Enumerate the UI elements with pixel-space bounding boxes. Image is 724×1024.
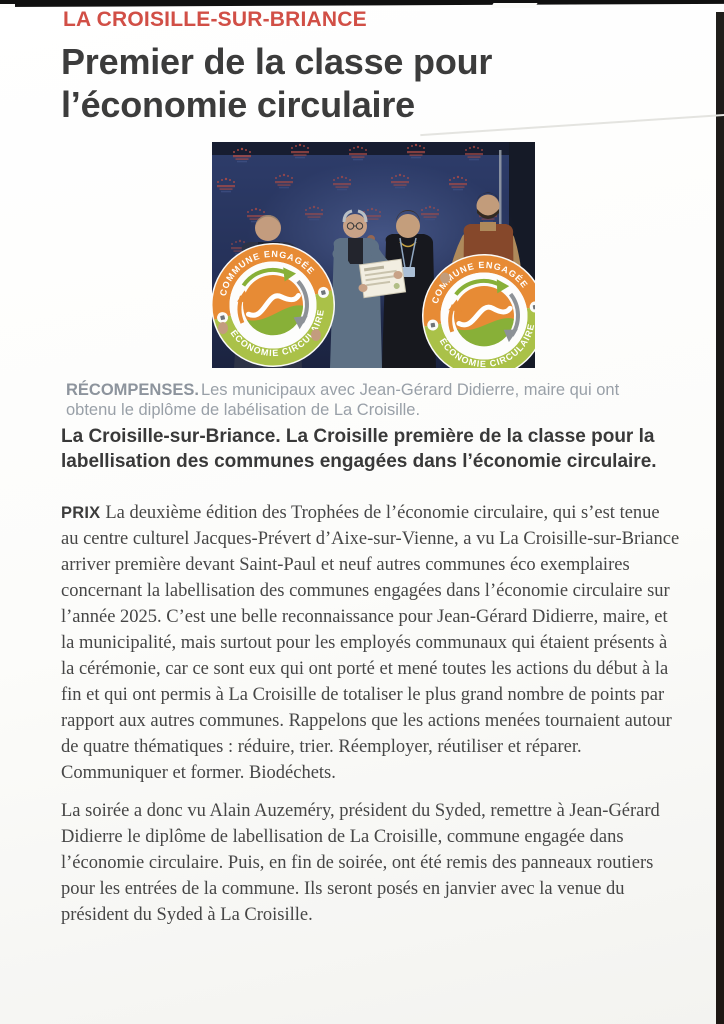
hand xyxy=(440,273,450,284)
hand xyxy=(218,322,228,334)
caption-label: RÉCOMPENSES. xyxy=(66,381,199,399)
photo-caption xyxy=(66,380,672,420)
section-kicker: LA CROISILLE-SUR-BRIANCE xyxy=(63,8,367,31)
paragraph-1-text: La deuxième édition des Trophées de l’économie circulaire, qui s’est tenue au centre culturel Jacques-Prévert d’Aixe-sur-Vienne, a vu La Croisille-sur-Briance arriver première devant Saint-Paul et neuf autres communes éco exemplaires concernant la labellisation des communes engagées dans l’économie circulaire sur l’année 2025. C’est une belle reconnaissance pour Jean-Gérard Didierre, maire, et la municipalité, mais surtout pour les employés communaux qui étaient présents à la cérémonie, car ce sont eux qui ont porté et mené toutes les actions du début à la fin et qui ont permis à La Croisille de totaliser le plus grand nombre de points par rapport aux autres communes. Rappelons que les actions menées tournaient autour de quatre thématiques : réduire, trier. Réemployer, réutiliser et réparer. Communiquer et former. Biodéchets. xyxy=(61,503,680,783)
headline xyxy=(61,40,681,126)
article-body xyxy=(61,500,681,940)
caption-text: Les municipaux avec Jean-Gérard Didierre, maire qui ont obtenu le diplôme de labélisation de La Croisille. xyxy=(66,381,620,419)
headline-line-2: l’économie circulaire xyxy=(61,84,415,125)
paragraph-kicker: PRIX xyxy=(61,504,101,522)
scan-edge-top-notch xyxy=(490,3,537,8)
article-paragraph-1 xyxy=(61,500,681,786)
headline-line-1: Premier de la classe pour xyxy=(61,41,493,82)
article-paragraph-2: La soirée a donc vu Alain Auzeméry, président du Syded, remettre à Jean-Gérard Didierre le diplôme de labellisation de La Croisille, commune engagée dans l’économie circulaire. Puis, en fin de soirée, ont été remis des panneaux routiers pour les entrées de la commune. Ils seront posés en janvier avec la venue du président du Syded à La Croisille. xyxy=(61,801,660,925)
scan-edge-top-gap xyxy=(0,4,15,8)
hand xyxy=(311,329,321,341)
article-lead: La Croisille-sur-Briance. La Croisille première de la classe pour la labellisation des communes engagées dans l’économie circulaire. xyxy=(61,426,657,472)
scan-edge-right xyxy=(716,12,724,1024)
scan-edge-top xyxy=(0,0,724,7)
article-photo xyxy=(212,142,535,368)
